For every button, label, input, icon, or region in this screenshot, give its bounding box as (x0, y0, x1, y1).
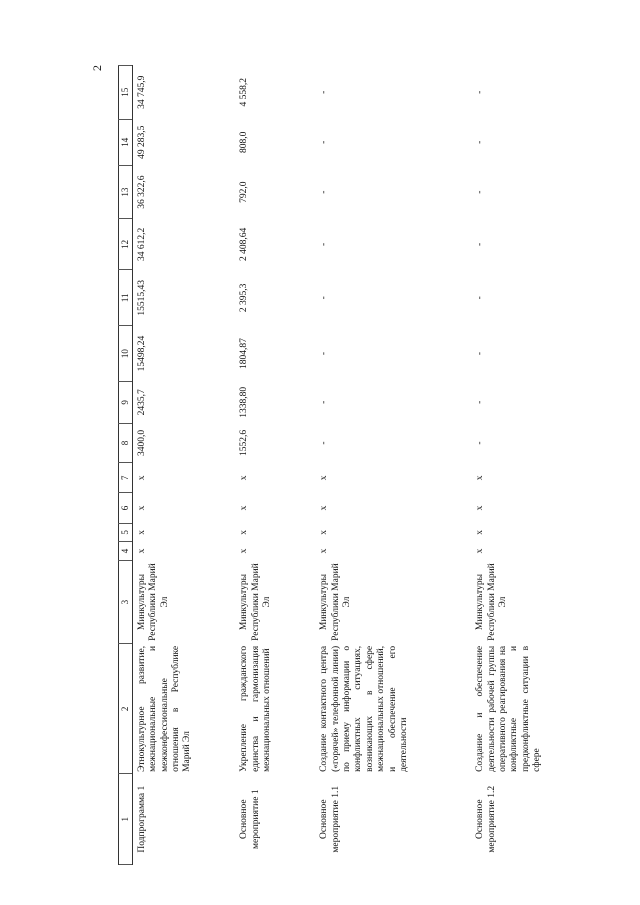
cell-c7: х (239, 475, 250, 481)
cell-c8: - (319, 441, 330, 445)
table-row (132, 66, 238, 865)
cell-c8: 1552,6 (239, 429, 250, 457)
cell-c9: 1338,80 (239, 386, 250, 418)
cell-c5: х (319, 530, 330, 535)
cell-c4: х (475, 548, 486, 554)
cell-c7: х (475, 475, 486, 481)
table-row (318, 66, 474, 865)
col-header: 11 (119, 270, 133, 326)
cell-c15: 34 745,9 (136, 75, 147, 109)
cell-c11: - (475, 296, 486, 300)
cell-c4: х (136, 548, 147, 554)
cell-c12: - (319, 242, 330, 247)
rotated-landscape-sheet (90, 65, 640, 865)
cell-c14: 49 283,5 (136, 125, 147, 159)
cell-c8: - (475, 441, 486, 445)
cell-c7: х (319, 475, 330, 481)
col-header: 2 (119, 644, 133, 774)
col-header: 9 (119, 381, 133, 423)
cell-c10: 15498,24 (136, 335, 147, 372)
program-table (118, 65, 614, 865)
row-executor: Минкультуры Республики Марий Эл (475, 563, 509, 641)
col-header: 5 (119, 523, 133, 542)
row-executor: Минкультуры Республики Марий Эл (319, 563, 353, 641)
col-header: 12 (119, 219, 133, 270)
col-header: 13 (119, 165, 133, 218)
cell-c12: - (475, 242, 486, 247)
cell-c5: х (136, 530, 147, 535)
row-program-name: Основное мероприятие 1 (239, 789, 261, 850)
cell-c6: х (475, 505, 486, 511)
row-title: Создание контактного центра («горячей» телефонной линии) по приему информации о конфликтных ситуациях, возникающих в сфере межнациональных отношений, и обеспечение его деятельности (319, 645, 410, 772)
page-number: 2 (90, 65, 104, 71)
cell-c12: 34 612,2 (136, 227, 147, 262)
cell-c15: 4 558,2 (239, 78, 250, 107)
col-header: 3 (119, 560, 133, 644)
col-header: 10 (119, 326, 133, 382)
table-row (474, 66, 614, 865)
col-header: 6 (119, 493, 133, 523)
cell-c6: х (136, 505, 147, 511)
col-header: 15 (119, 66, 133, 120)
cell-c14: - (319, 140, 330, 144)
cell-c9: - (319, 400, 330, 404)
cell-c5: х (475, 530, 486, 535)
cell-c6: х (319, 505, 330, 511)
row-title: Создание и обеспечение деятельности рабочей группы оперативного реагирования на конфликтные и предконфликтные ситуации в сфере (475, 645, 543, 772)
cell-c7: х (136, 475, 147, 481)
cell-c6: х (239, 505, 250, 511)
row-program-name: Подпрограмма 1 (136, 785, 147, 853)
cell-c11: 15515,43 (136, 280, 147, 316)
cell-c8: 3400,0 (136, 429, 147, 457)
cell-c10: - (319, 351, 330, 356)
column-number-row (119, 66, 133, 865)
cell-c4: х (239, 548, 250, 554)
col-header: 1 (119, 774, 133, 865)
row-title: Укрепление гражданского единства и гармонизация межнациональных отношений (239, 645, 273, 772)
cell-c11: - (319, 296, 330, 300)
cell-c11: 2 395,3 (239, 283, 250, 313)
row-program-name: Основное мероприятие 1.2 (475, 785, 497, 853)
col-header: 8 (119, 423, 133, 462)
cell-c15: - (319, 90, 330, 94)
row-executor: Минкультуры Республики Марий Эл (136, 563, 170, 641)
cell-c10: - (475, 351, 486, 356)
cell-c13: - (475, 190, 486, 194)
cell-c13: - (319, 190, 330, 194)
cell-c10: 1804,87 (239, 338, 250, 370)
cell-c13: 36 322,6 (136, 175, 147, 209)
table-row (238, 66, 318, 865)
cell-c9: 2435,7 (136, 389, 147, 416)
cell-c14: 808,0 (239, 131, 250, 153)
cell-c14: - (475, 140, 486, 144)
col-header: 7 (119, 463, 133, 493)
row-title: Этнокультурное развитие, межнациональные и межконфессиональные отношения в Республике Марий Эл (136, 645, 193, 772)
col-header: 14 (119, 119, 133, 165)
cell-c15: - (475, 90, 486, 94)
cell-c12: 2 408,64 (239, 227, 250, 262)
col-header: 4 (119, 542, 133, 561)
row-program-name: Основное мероприятие 1.1 (319, 785, 341, 853)
cell-c5: х (239, 530, 250, 535)
cell-c9: - (475, 400, 486, 404)
row-executor: Минкультуры Республики Марий Эл (239, 563, 273, 641)
cell-c13: 792,0 (239, 181, 250, 203)
cell-c4: х (319, 548, 330, 554)
